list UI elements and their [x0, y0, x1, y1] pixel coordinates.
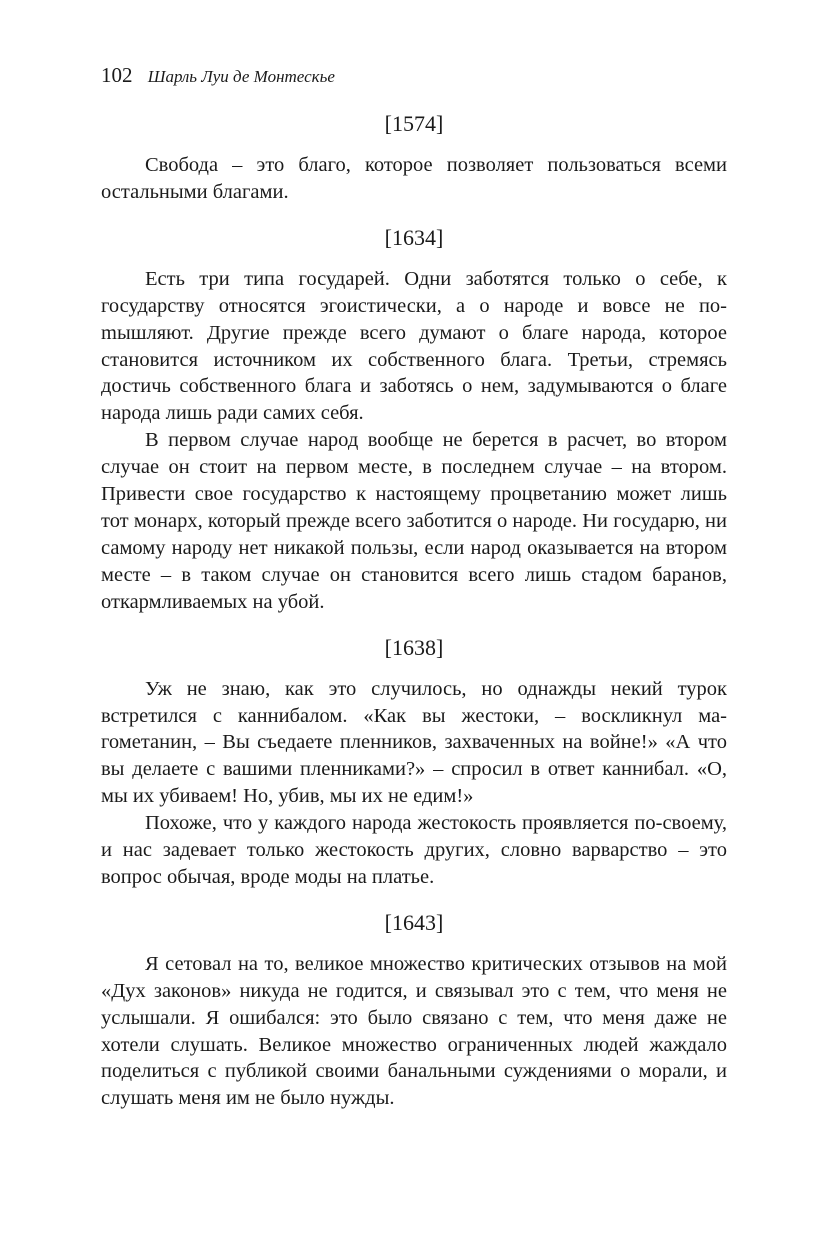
page-content — [101, 110, 727, 1130]
paragraph: В первом случае народ вообще не берется в расчет, во втором случае он стоит на первом месте, в последнем случае – на втором. Привести свое государство к настоящему процветанию может лишь тот монарх, который прежде всего заботится о народе. Ни государю, ни самому народу нет никакой пользы, если народ оказывается на втором месте – в таком случае он становится всего лишь стадом баранов, откармливаемых на убой. — [101, 429, 727, 613]
running-head — [101, 62, 335, 90]
paragraph: Похоже, что у каждого народа жестокость проявляется по-своему, и нас задевает только жестокость других, словно варварство – это вопрос обычая, вроде моды на платье. — [101, 812, 727, 888]
page-number: 102 — [101, 63, 133, 87]
paragraph: Уж не знаю, как это случилось, но однажды некий турок встретился с каннибалом. «Как вы жестоки, – воскликнул магометанин, – Вы съедаете пленников, захваченных на войне!» «А что вы делаете с вашими пленниками?» – спросил в ответ каннибал. «О, мы их убиваем! Но, убив, мы их не едим!» — [101, 677, 727, 808]
paragraph: Свобода – это благо, которое позволяет пользоваться всеми остальными благами. — [101, 154, 727, 203]
section-1634 — [101, 224, 727, 616]
paragraph: Есть три типа государей. Одни заботятся только о себе, к государству относятся эгоистически, а о народе и вовсе не поmышляют. Другие прежде всего думают о благе народа, которое становится источником их собственного блага. Третьи, стремясь достичь собственного блага и заботясь о нем, задумываются о благе народа лишь ради самих себя. — [101, 267, 727, 425]
section-1643 — [101, 909, 727, 1112]
section-1574 — [101, 110, 727, 206]
section-number: [1634] — [384, 224, 444, 250]
section-number: [1638] — [384, 634, 444, 660]
running-title: Шарль Луи де Монтескье — [147, 67, 335, 86]
section-number: [1643] — [384, 909, 444, 935]
section-number: [1574] — [384, 111, 444, 136]
paragraph: Я сетовал на то, великое множество критических отзывов на мой «Дух законов» никуда не годится, и связывал это с тем, что меня не услышали. Я ошибался: это было связано с тем, что меня даже не хотели слушать. Великое множество ограниченных людей жаждало поделиться с публикой своими банальными суждениями о морали, и слушать меня им не было нужды. — [101, 952, 727, 1110]
section-1638 — [101, 634, 727, 891]
